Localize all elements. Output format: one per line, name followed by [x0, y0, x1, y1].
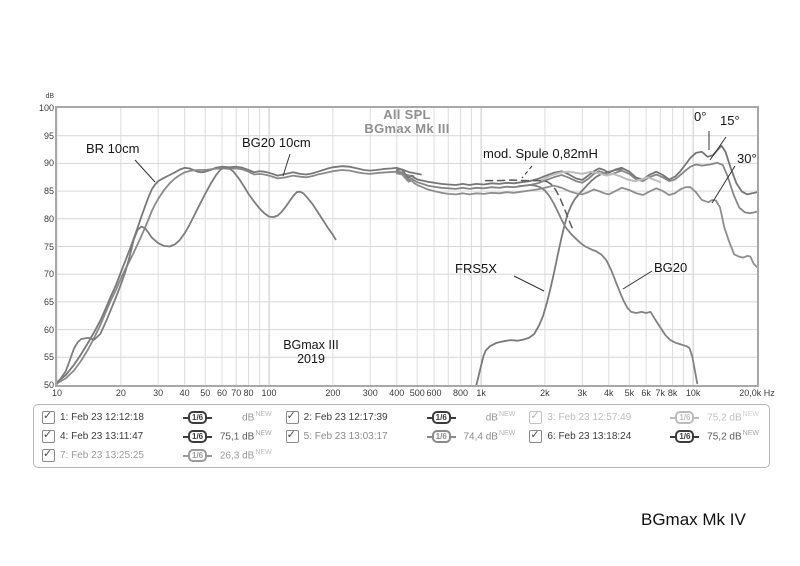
- y-tick-label: 65: [43, 296, 54, 307]
- measurement-value-tag: NEW: [255, 449, 272, 457]
- x-tick-label: 1k: [476, 388, 486, 398]
- measurement-label: 2: Feb 23 12:17:39: [303, 412, 388, 423]
- smoothing-icon[interactable]: [183, 411, 212, 424]
- smoothing-fraction: 1/6: [188, 411, 207, 424]
- smoothing-icon-lead: [207, 455, 212, 457]
- annotation-project-note-line1: BGmax III: [283, 338, 339, 352]
- measurement-value: $dB^{NEW}$: [485, 411, 516, 424]
- smoothing-icon-lead: [427, 436, 432, 438]
- measurement-value: 75,1 $dB^{NEW}$: [219, 430, 272, 443]
- smoothing-fraction: 1/6: [432, 411, 451, 424]
- legend-entry: [286, 427, 516, 446]
- y-axis-unit-label: dB: [45, 93, 54, 100]
- smoothing-icon-lead: [207, 436, 212, 438]
- x-tick-label: 800: [453, 388, 469, 398]
- spl-plot-area: [55, 106, 759, 387]
- smoothing-icon[interactable]: [670, 411, 699, 424]
- x-tick-label: 2k: [540, 388, 550, 398]
- measurement-checkbox[interactable]: [42, 449, 55, 462]
- x-tick-label: 8k: [667, 388, 678, 398]
- pointer-line-frs5x: [514, 276, 544, 291]
- measurement-checkbox[interactable]: [529, 411, 542, 424]
- x-tick-label: 600: [426, 388, 442, 398]
- x-tick-label: 3k: [577, 388, 588, 398]
- x-tick-label: 10: [51, 388, 63, 398]
- measurement-label: 6: Feb 23 13:18:24: [547, 431, 632, 442]
- measurement-value-tag: NEW: [742, 411, 759, 419]
- curve-30-: [397, 173, 757, 267]
- measurement-value: 75,2 $dB^{NEW}$: [707, 430, 759, 443]
- annotation-30deg: 30°: [737, 151, 757, 166]
- x-tick-label: 10k: [685, 388, 701, 398]
- measurement-checkbox[interactable]: [286, 411, 299, 424]
- x-tick-label: 40: [179, 388, 190, 398]
- measurement-label: 4: Feb 23 13:11:47: [60, 431, 144, 442]
- x-tick-label: 70: [231, 388, 242, 398]
- x-tick-label: 5k: [624, 388, 635, 398]
- annotation-bg20: BG20: [654, 260, 688, 275]
- x-tick-label: 100: [261, 388, 277, 398]
- annotation-mod-spule: mod. Spule 0,82mH: [483, 146, 598, 161]
- measurement-value-tag: NEW: [255, 430, 272, 438]
- measurement-value: 74,4 $dB^{NEW}$: [463, 430, 516, 443]
- curve-frs5x: [476, 170, 621, 386]
- smoothing-icon[interactable]: [183, 449, 212, 462]
- measurement-checkbox[interactable]: [529, 430, 542, 443]
- chart-subtitle: BGmax Mk III: [364, 121, 450, 136]
- y-tick-label: 55: [43, 352, 54, 363]
- legend-entry: [529, 427, 759, 446]
- legend-entry: [286, 408, 516, 427]
- x-tick-label: 200: [325, 388, 341, 398]
- chart-title: All SPL: [383, 107, 431, 122]
- annotation-br-10cm: BR 10cm: [86, 141, 140, 156]
- smoothing-icon[interactable]: [427, 411, 456, 424]
- measurement-checkbox[interactable]: [42, 430, 55, 443]
- smoothing-icon[interactable]: [183, 430, 212, 443]
- measurement-value: 26,3 $dB^{NEW}$: [219, 449, 272, 462]
- smoothing-icon[interactable]: [670, 430, 699, 443]
- x-tick-label: 30: [153, 388, 164, 398]
- measurement-value-tag: NEW: [255, 411, 272, 419]
- measurement-checkbox[interactable]: [286, 430, 299, 443]
- legend-entry: [42, 446, 272, 465]
- y-tick-label: 50: [43, 380, 54, 390]
- measurement-value: 75,2 $dB^{NEW}$: [707, 411, 759, 424]
- annotation-bg20-10cm: BG20 10cm: [242, 135, 311, 150]
- smoothing-fraction: 1/6: [432, 430, 451, 443]
- legend-panel: [33, 404, 770, 468]
- measurement-label: 1: Feb 23 12:12:18: [60, 412, 144, 423]
- measurement-checkbox[interactable]: [42, 411, 55, 424]
- annotation-0deg: 0°: [694, 109, 707, 124]
- x-tick-label: 6k: [641, 388, 651, 398]
- measurement-value: $dB^{NEW}$: [242, 411, 272, 424]
- smoothing-icon-lead: [427, 417, 432, 419]
- annotation-frs5x: FRS5X: [455, 261, 497, 276]
- y-tick-label: 80: [43, 213, 54, 224]
- smoothing-icon-lead: [694, 436, 699, 438]
- x-tick-label: 50: [200, 388, 211, 398]
- legend-entry: [42, 408, 272, 427]
- y-tick-label: 85: [43, 186, 54, 197]
- annotation-15deg: 15°: [720, 113, 740, 128]
- smoothing-fraction: 1/6: [675, 430, 694, 443]
- y-tick-label: 60: [43, 324, 54, 335]
- footer-caption: BGmax Mk IV: [641, 510, 746, 529]
- annotation-project-note: [250, 338, 372, 366]
- measurement-value-tag: NEW: [498, 430, 516, 438]
- smoothing-icon-lead: [694, 417, 699, 419]
- x-tick-label: 500: [409, 388, 425, 398]
- x-tick-label: 60: [216, 388, 228, 398]
- annotation-project-note-line2: 2019: [297, 352, 325, 366]
- smoothing-fraction: 1/6: [675, 411, 694, 424]
- pointer-line-mod_spule: [522, 166, 532, 178]
- curve-15-: [397, 163, 757, 214]
- x-tick-label: 400: [389, 388, 405, 398]
- smoothing-icon-lead: [207, 417, 212, 419]
- pointer-line-deg30: [712, 166, 735, 203]
- y-tick-label: 70: [43, 269, 54, 280]
- y-tick-label: 100: [38, 103, 54, 113]
- measurement-value-tag: NEW: [742, 430, 759, 438]
- smoothing-icon[interactable]: [427, 430, 456, 443]
- x-tick-label: 4k: [604, 388, 614, 398]
- measurement-label: 7: Feb 23 13:25:25: [60, 450, 144, 461]
- legend-entry: [42, 427, 272, 446]
- x-tick-label: 20,0k Hz: [739, 388, 775, 398]
- x-tick-label: 300: [362, 388, 378, 398]
- measurement-label: 5: Feb 23 13:03:17: [303, 431, 388, 442]
- smoothing-icon-lead: [451, 436, 456, 438]
- y-tick-label: 75: [43, 241, 54, 252]
- smoothing-icon-lead: [451, 417, 456, 419]
- x-tick-label: 7k: [655, 388, 666, 398]
- smoothing-fraction: 1/6: [188, 449, 207, 462]
- measurement-value-tag: NEW: [498, 411, 516, 419]
- x-tick-label: 80: [243, 388, 254, 398]
- spl-chart-canvas: [57, 108, 757, 385]
- smoothing-fraction: 1/6: [188, 430, 207, 443]
- y-tick-label: 90: [43, 158, 54, 169]
- measurement-label: 3: Feb 23 12:57:49: [547, 412, 632, 423]
- x-tick-label: 20: [115, 388, 126, 398]
- y-tick-label: 95: [43, 130, 54, 141]
- legend-entry: [529, 408, 759, 427]
